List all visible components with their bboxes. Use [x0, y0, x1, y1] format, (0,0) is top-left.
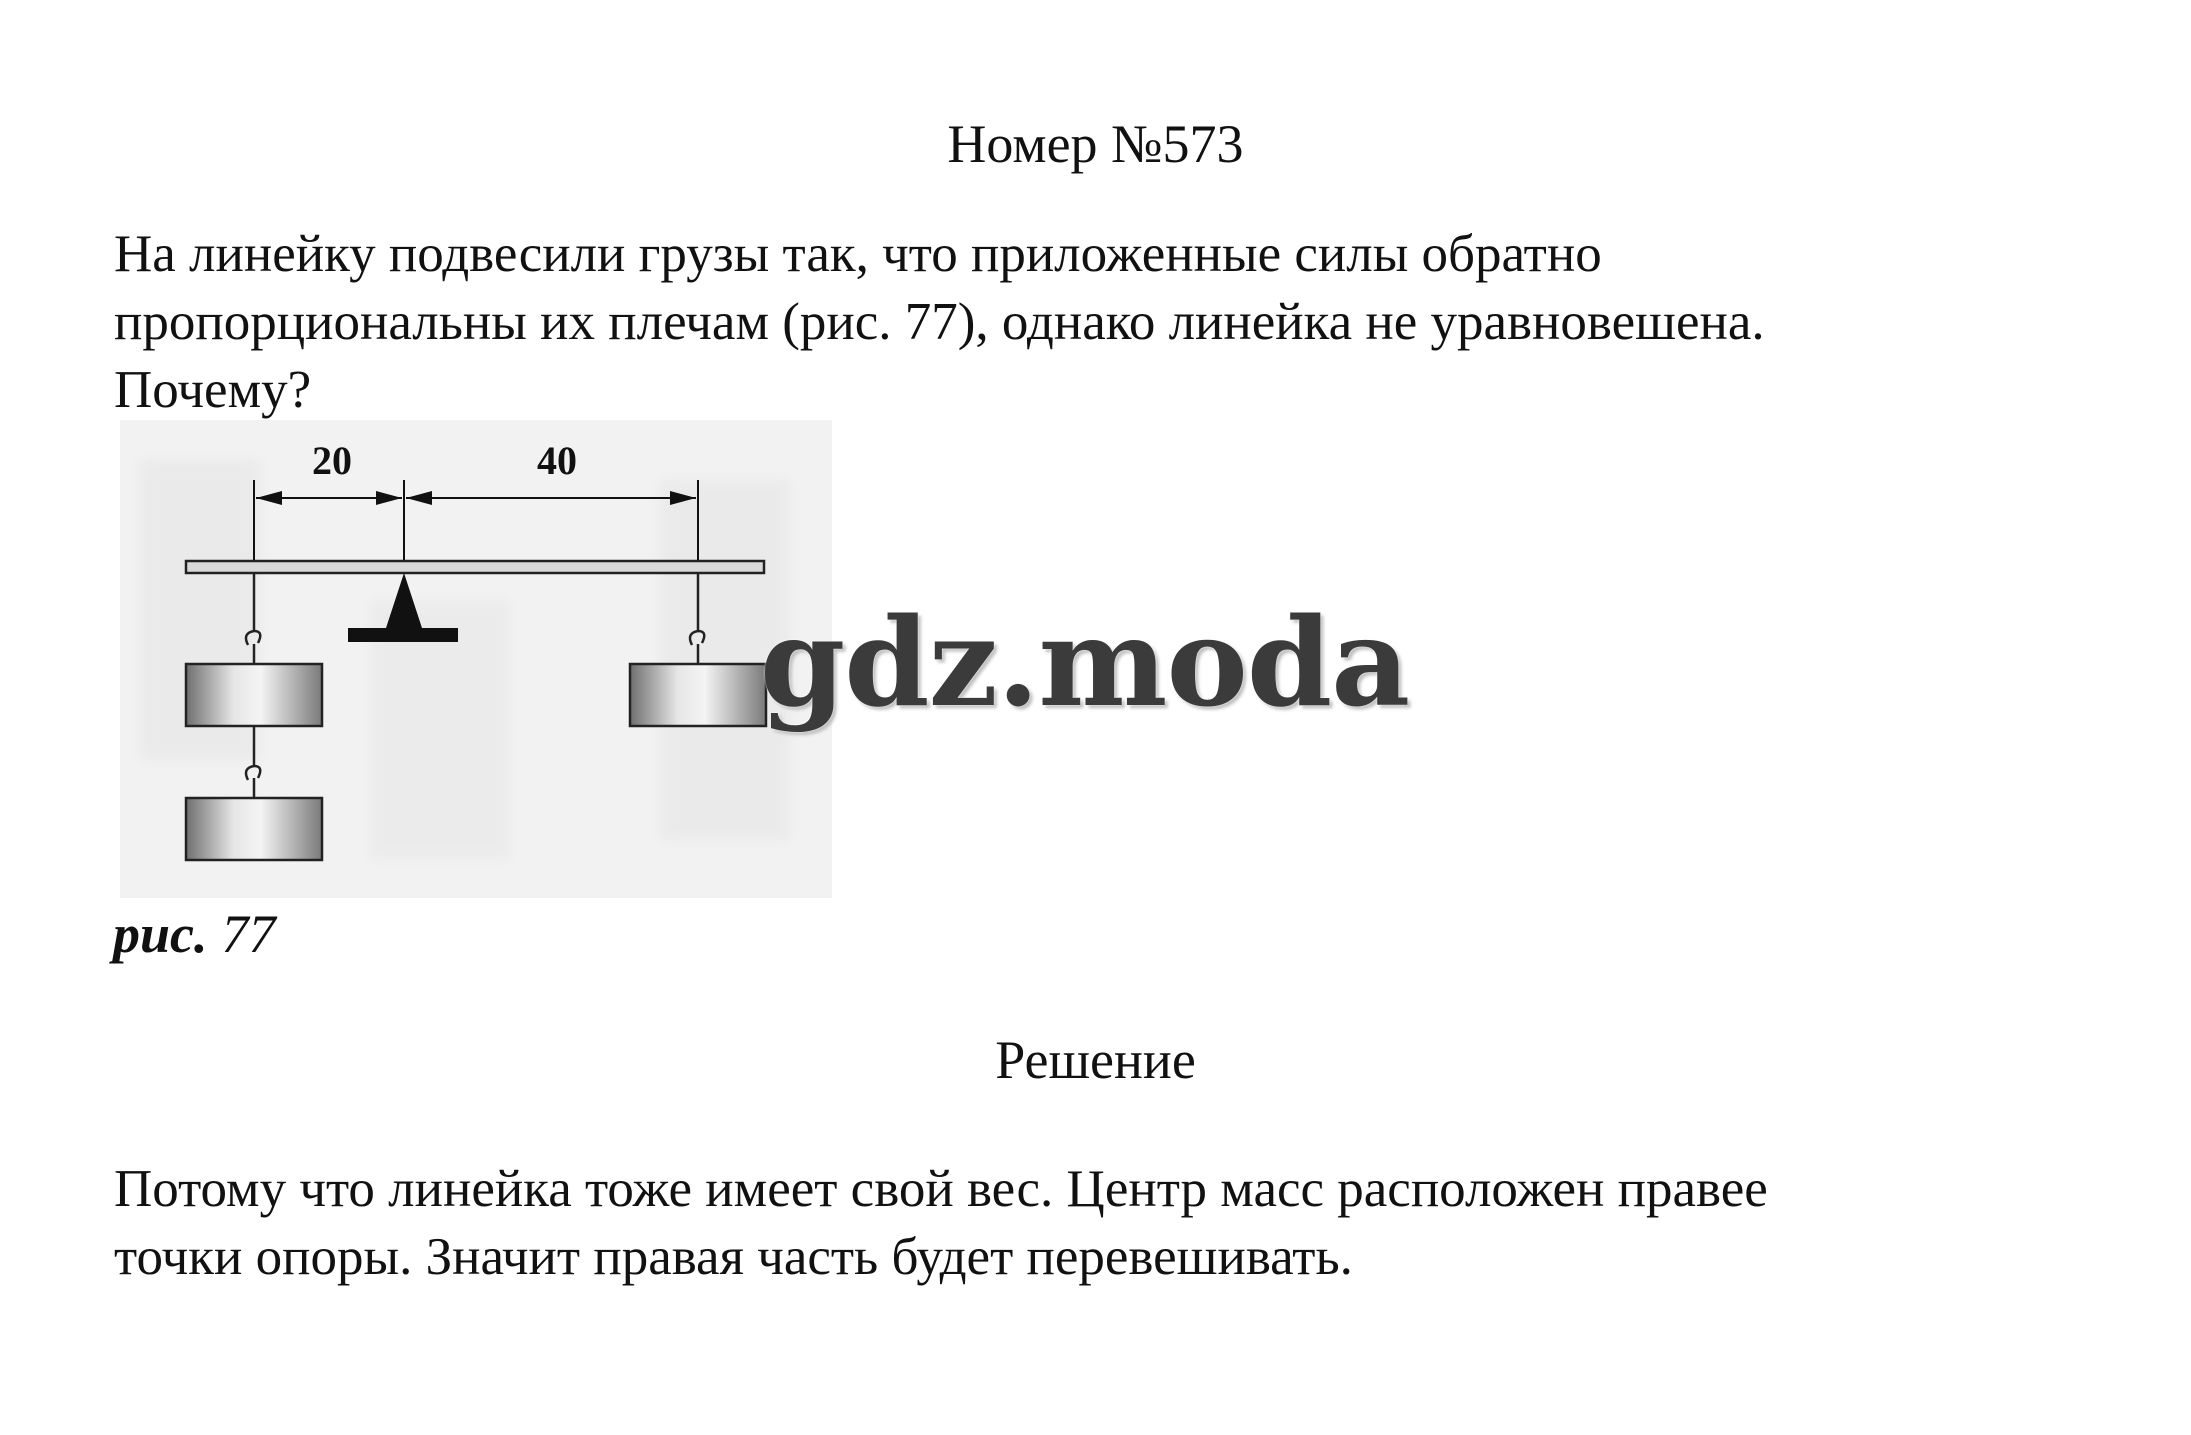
caption-prefix: рис. [113, 904, 208, 964]
figure-caption [113, 902, 276, 966]
caption-number: 77 [221, 904, 276, 964]
solution-text [114, 1155, 2074, 1291]
problem-line: Почему? [114, 361, 312, 419]
left-weight-bottom [186, 798, 322, 860]
problem-line: На линейку подвесили грузы так, что приложенные силы обратно [114, 225, 1602, 283]
problem-statement [114, 220, 2074, 424]
solution-line: точки опоры. Значит правая часть будет перевешивать. [114, 1228, 1353, 1286]
watermark: gdz.moda [760, 590, 1410, 734]
lever-diagram [120, 420, 832, 898]
fulcrum-base [348, 628, 458, 642]
problem-line: пропорциональны их плечам (рис. 77), однако линейка не уравновешена. [114, 293, 1765, 351]
solution-heading: Решение [995, 1030, 1196, 1090]
ruler-bar [186, 561, 764, 573]
right-arm-label: 40 [537, 438, 577, 483]
lever-figure [120, 420, 832, 898]
solution-line: Потому что линейка тоже имеет свой вес. Центр масс расположен правее [114, 1160, 1768, 1218]
left-arm-label: 20 [312, 438, 352, 483]
right-weight [630, 664, 766, 726]
page-title: Номер №573 [947, 114, 1244, 174]
left-weight-top [186, 664, 322, 726]
